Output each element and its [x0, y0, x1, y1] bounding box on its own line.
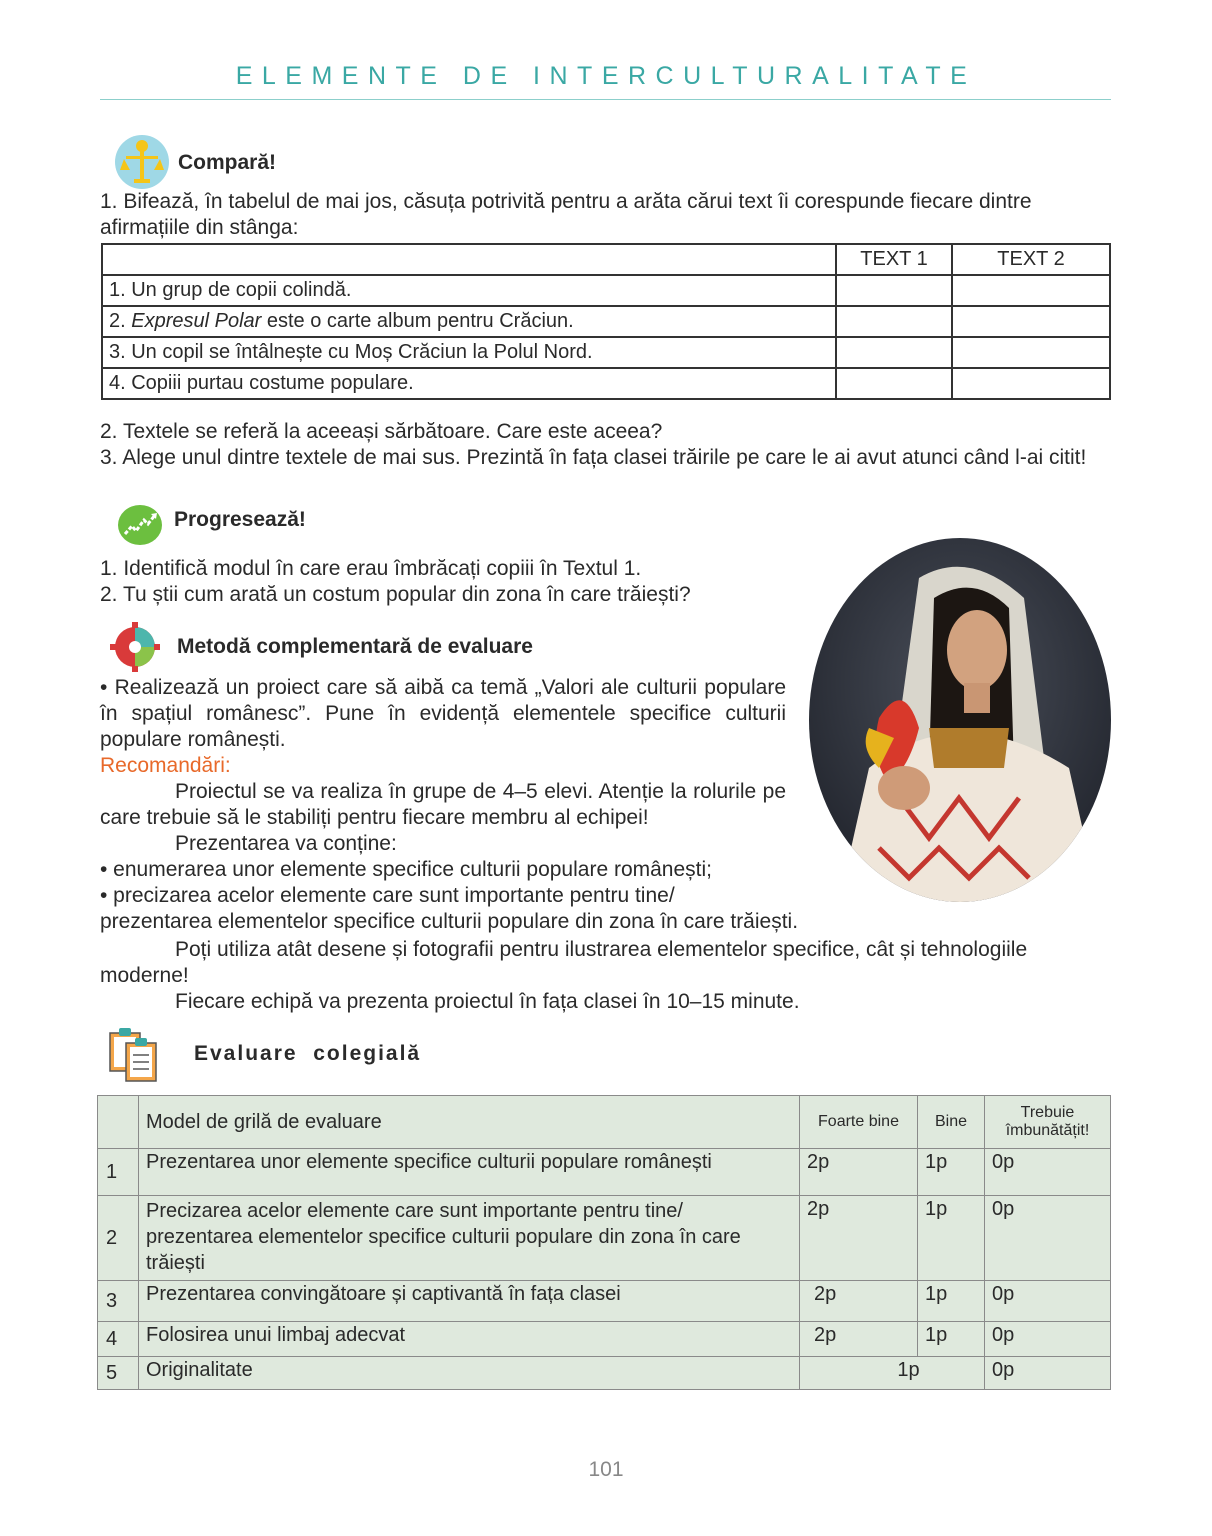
metoda-bullet-1: • enumerarea unor elemente specifice culturii populare românești; — [100, 858, 713, 881]
grid-header-criteria: Model de grilă de evaluare — [139, 1096, 800, 1149]
text2-checkbox-cell[interactable] — [952, 368, 1110, 399]
clipboard-icon — [108, 1025, 160, 1083]
row-criterion: Originalitate — [139, 1357, 800, 1390]
portrait-painting — [809, 538, 1111, 902]
table-row — [102, 337, 1110, 368]
score-good[interactable]: 1p — [918, 1322, 985, 1357]
text2-checkbox-cell[interactable] — [952, 306, 1110, 337]
progreseaza-question-1: 1. Identifică modul în care erau îmbrăcați copiii în Textul 1. — [100, 557, 642, 580]
balance-scale-icon — [114, 134, 170, 190]
row-number: 5 — [98, 1357, 139, 1390]
text1-checkbox-cell[interactable] — [836, 306, 952, 337]
score-very-good[interactable]: 2p — [800, 1196, 918, 1281]
row-number: 4 — [98, 1322, 139, 1357]
metoda-paragraph-1: Proiectul se va realiza în grupe de 4–5 elevi. Atenție la rolurile pe care trebuie să le stabiliți pentru fiecare membru al echipei! — [100, 780, 786, 829]
peer-evaluation-grid — [97, 1095, 1111, 1390]
metoda-title: Metodă complementară de evaluare — [177, 635, 533, 658]
compara-question-2: 2. Textele se referă la aceeași sărbătoare. Care este aceea? — [100, 420, 663, 443]
header-text1: TEXT 1 — [836, 244, 952, 275]
table-row — [102, 275, 1110, 306]
grid-row — [98, 1281, 1111, 1322]
metoda-paragraph-2: Prezentarea va conține: — [175, 832, 397, 855]
compara-instruction: 1. Bifează, în tabelul de mai jos, căsuța potrivită pentru a arăta cărui text îi corespunde fiecare dintre afirmațiile din stânga: — [100, 190, 1032, 239]
progreseaza-question-2: 2. Tu știi cum arată un costum popular din zona în care trăiești? — [100, 583, 691, 606]
row-number: 2 — [98, 1196, 139, 1281]
grid-header-good: Bine — [918, 1096, 985, 1149]
text1-checkbox-cell[interactable] — [836, 368, 952, 399]
metoda-bullet-2-continued: prezentarea elementelor specifice culturii populare din zona în care trăiești. — [100, 910, 799, 933]
statement-cell — [102, 368, 836, 399]
text2-checkbox-cell[interactable] — [952, 337, 1110, 368]
score-very-good[interactable]: 2p — [800, 1149, 918, 1196]
grid-row — [98, 1196, 1111, 1281]
page-number: 101 — [588, 1458, 624, 1481]
table-row — [102, 368, 1110, 399]
grid-row — [98, 1357, 1111, 1390]
text1-checkbox-cell[interactable] — [836, 337, 952, 368]
statement-cell — [102, 337, 836, 368]
score-merged[interactable]: 1p — [800, 1357, 985, 1390]
statement-text: 2. — [109, 310, 132, 332]
metoda-task: • Realizează un proiect care să aibă ca temă „Valori ale culturii populare în spațiul românesc”. Pune în evidență elementele specifice culturii populare românești. — [100, 676, 786, 751]
recommendations-label: Recomandări: — [100, 754, 231, 777]
score-needs-improvement[interactable]: 0p — [985, 1281, 1111, 1322]
puzzle-gear-icon — [110, 622, 160, 672]
score-needs-improvement[interactable]: 0p — [985, 1149, 1111, 1196]
metoda-paragraph-4: Fiecare echipă va prezenta proiectul în fața clasei în 10–15 minute. — [175, 990, 800, 1013]
metoda-bullet-2: • precizarea acelor elemente care sunt importante pentru tine/ — [100, 884, 675, 907]
score-very-good[interactable]: 2p — [800, 1281, 918, 1322]
score-needs-improvement[interactable]: 0p — [985, 1196, 1111, 1281]
progreseaza-title: Progresează! — [174, 508, 306, 531]
row-number: 3 — [98, 1281, 139, 1322]
statement-text: 4. Copiii purtau costume populare. — [109, 372, 414, 394]
row-criterion: Prezentarea unor elemente specifice culturii populare românești — [139, 1149, 800, 1196]
header-cell — [102, 244, 836, 275]
chapter-title: ELEMENTE DE INTERCULTURALITATE — [235, 62, 977, 90]
book-title: Expresul Polar — [131, 310, 262, 332]
score-needs-improvement[interactable]: 0p — [985, 1357, 1111, 1390]
statement-text: 3. Un copil se întâlnește cu Moș Crăciun la Polul Nord. — [109, 341, 593, 363]
score-needs-improvement[interactable]: 0p — [985, 1322, 1111, 1357]
row-criterion: Precizarea acelor elemente care sunt importante pentru tine/ prezentarea elementelor specifice culturii populare din zona în care trăiești — [139, 1196, 800, 1281]
table-header-row — [102, 244, 1110, 275]
table-row — [102, 306, 1110, 337]
statement-cell — [102, 306, 836, 337]
statement-text: este o carte album pentru Crăciun. — [261, 310, 574, 332]
grid-header-row — [98, 1096, 1111, 1149]
text2-checkbox-cell[interactable] — [952, 275, 1110, 306]
header-text2: TEXT 2 — [952, 244, 1110, 275]
compara-question-3: 3. Alege unul dintre textele de mai sus. Prezintă în fața clasei trăirile pe care le ai avut atunci când l-ai citit! — [100, 446, 1087, 469]
score-very-good[interactable]: 2p — [800, 1322, 918, 1357]
grid-header-very-good: Foarte bine — [800, 1096, 918, 1149]
row-criterion: Folosirea unui limbaj adecvat — [139, 1322, 800, 1357]
statement-text: 1. Un grup de copii colindă. — [109, 279, 352, 301]
compara-title: Compară! — [178, 151, 277, 174]
grid-row — [98, 1322, 1111, 1357]
row-criterion: Prezentarea convingătoare și captivantă în fața clasei — [139, 1281, 800, 1322]
text-matching-table — [101, 243, 1111, 400]
row-number: 1 — [98, 1149, 139, 1196]
grid-header-needs-improvement: Trebuie îmbunătățit! — [985, 1096, 1111, 1149]
progress-arrow-icon — [117, 504, 163, 546]
metoda-paragraph-3: Poți utiliza atât desene și fotografii pentru ilustrarea elementelor specifice, cât și tehnologiile moderne! — [100, 938, 1028, 987]
evaluare-title: Evaluare colegială — [194, 1042, 422, 1065]
score-good[interactable]: 1p — [918, 1149, 985, 1196]
text1-checkbox-cell[interactable] — [836, 275, 952, 306]
score-good[interactable]: 1p — [918, 1196, 985, 1281]
grid-header-number — [98, 1096, 139, 1149]
score-good[interactable]: 1p — [918, 1281, 985, 1322]
grid-row — [98, 1149, 1111, 1196]
header-divider — [100, 99, 1111, 100]
statement-cell — [102, 275, 836, 306]
